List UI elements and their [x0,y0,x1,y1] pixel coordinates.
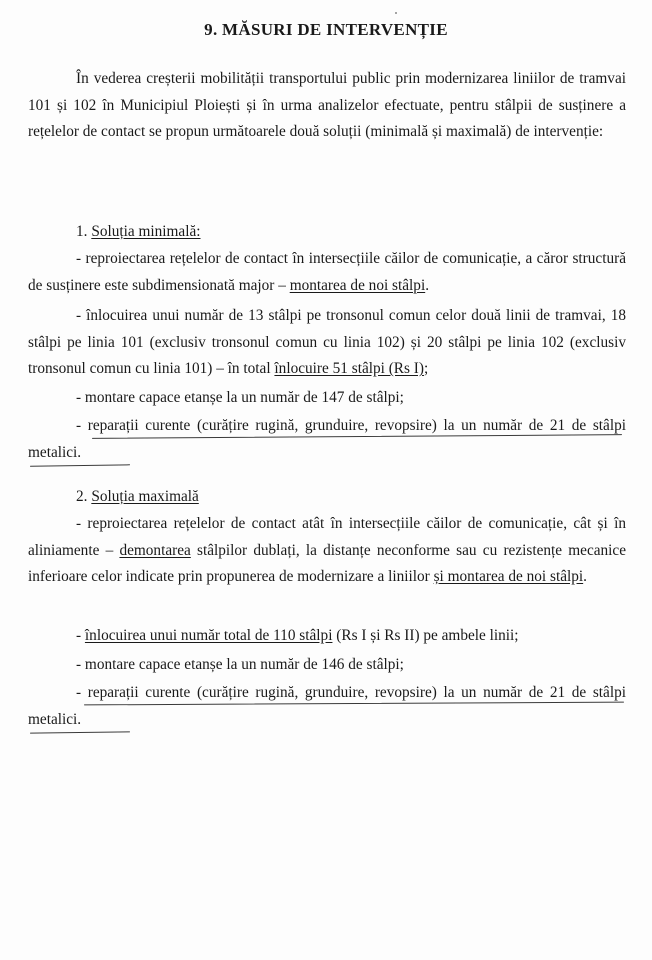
intro-paragraph: În vederea creșterii mobilității transportului public prin modernizarea liniilor de tramvai 101 și 102 în Municipiul Ploiești și în urma analizelor efectuate, pentru stâlpii de susținere a rețelelor de contact se propun următoarele două soluții (minimală și maximală) de intervenție: [28,70,626,140]
solution-min-item-1-text: - reproiectarea rețelelor de contact în intersecțiile căilor de comunicație, a căror structură de susținere este subdimensionată major – [28,250,626,294]
solution-max-item-2-underlined: înlocuirea unui număr total de 110 stâlpi [84,627,333,644]
solution-min-item-3: - montare capace etanșe la un număr de 147 de stâlpi; [76,389,404,406]
solution-min-item-1 [28,246,626,299]
solution-max-heading [76,484,199,511]
solution-max-item-2-text: (Rs I și Rs II) pe ambele linii; [332,627,519,644]
solution-max-item-2: - înlocuirea unui număr total de 110 stâlpi (Rs I și Rs II) pe ambele linii; [76,627,519,644]
solution-min-title: Soluția minimală: [91,223,201,240]
solution-max-number: 2. [76,488,88,505]
solution-max-item-3: - montare capace etanșe la un număr de 146 de stâlpi; [76,656,404,673]
solution-max-item-1-underlined-b: și montarea de noi stâlpi [433,568,584,585]
solution-min-item-2-text: - înlocuirea unui număr de 13 stâlpi pe tronsonul comun celor două linii de tramvai, 18 stâlpi pe linia 101 (exclusiv tronsonul comun cu linia 102) și 20 stâlpi pe linia 102 (exclusiv tronsonul comun cu linia 101) – în total [28,307,626,377]
solution-min-item-4: - reparații curente (curățire rugină, grunduire, revopsire) la un număr de 21 de stâlpi metalici. [28,417,626,461]
solution-min-item-1-underlined: montarea de noi stâlpi [289,276,426,294]
solution-max-item-1-text-a: - reproiectarea rețelelor de contact atât în intersecțiile căilor de comunicație, cât și în aliniamente – [28,515,626,559]
solution-min-item-1-end: . [425,276,430,294]
solution-max-item-1-end: . [583,568,587,585]
solution-min-item-2-underlined: înlocuire 51 stâlpi (Rs I) [274,360,424,377]
pen-underline [30,731,130,733]
scan-speck [395,12,397,14]
pen-underline [30,464,130,466]
solution-min-number: 1. [76,223,88,240]
solution-min-heading [76,219,201,246]
solution-max-item-1 [28,511,626,591]
solution-min-item-2 [28,303,626,383]
solution-max-item-1-underlined-a: demontarea [119,541,191,559]
solution-max-item-1-text-b: stâlpilor dublați, la distanțe neconforme sau cu rezistențe mecanice inferioare celor indicate prin propunerea de modernizare a liniilor [28,541,627,585]
document-title: 9. MĂSURI DE INTERVENȚIE [204,20,448,39]
solution-min-item-2-end: ; [423,360,429,377]
solution-max-item-4: - reparații curente (curățire rugină, grunduire, revopsire) la un număr de 21 de stâlpi metalici. [28,684,626,728]
solution-max-title: Soluția maximală [91,488,199,505]
